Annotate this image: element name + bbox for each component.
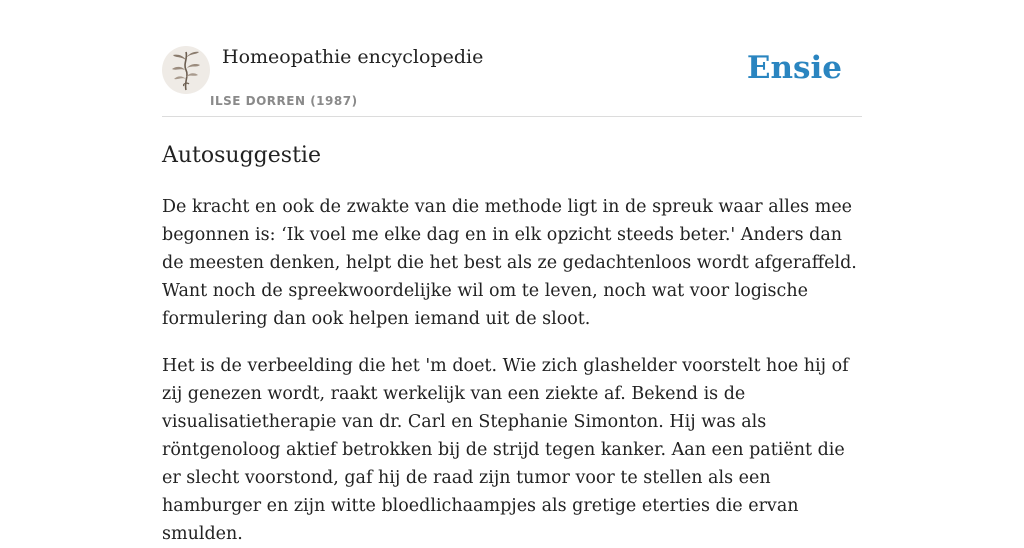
article-title: Autosuggestie (162, 143, 321, 168)
article-paragraph: De kracht en ook de zwakte van die methode ligt in de spreuk waar alles mee begonnen is: ‘Ik voel me elke dag en in elk opzicht steeds beter.' Anders dan de meesten denken, helpt die het best als ze gedachtenloos wordt afgeraffeld. Want noch de spreekwoordelijke wil om te leven, noch wat voor logische formulering dan ook helpen iemand uit de sloot. (162, 197, 857, 329)
ensie-logo[interactable]: Ensie (746, 50, 842, 86)
book-title[interactable]: Homeopathie encyclopedie (222, 46, 484, 68)
plant-sprout-icon[interactable] (162, 46, 210, 94)
header (162, 0, 862, 117)
book-author: ILSE DORREN (1987) (210, 94, 358, 108)
content-column (162, 0, 862, 548)
article-paragraph: Het is de verbeelding die het 'm doet. Wie zich glashelder voorstelt hoe hij of zij genezen wordt, raakt werkelijk van een ziekte af. Bekend is de visualisatietherapie van dr. Carl en Stephanie Simonton. Hij was als röntgenoloog aktief betrokken bij de strijd tegen kanker. Aan een patiënt die er slecht voorstond, gaf hij de raad zijn tumor voor te stellen als een hamburger en zijn witte bloedlichaampjes als gretige eterties die ervan smulden. (162, 356, 849, 544)
